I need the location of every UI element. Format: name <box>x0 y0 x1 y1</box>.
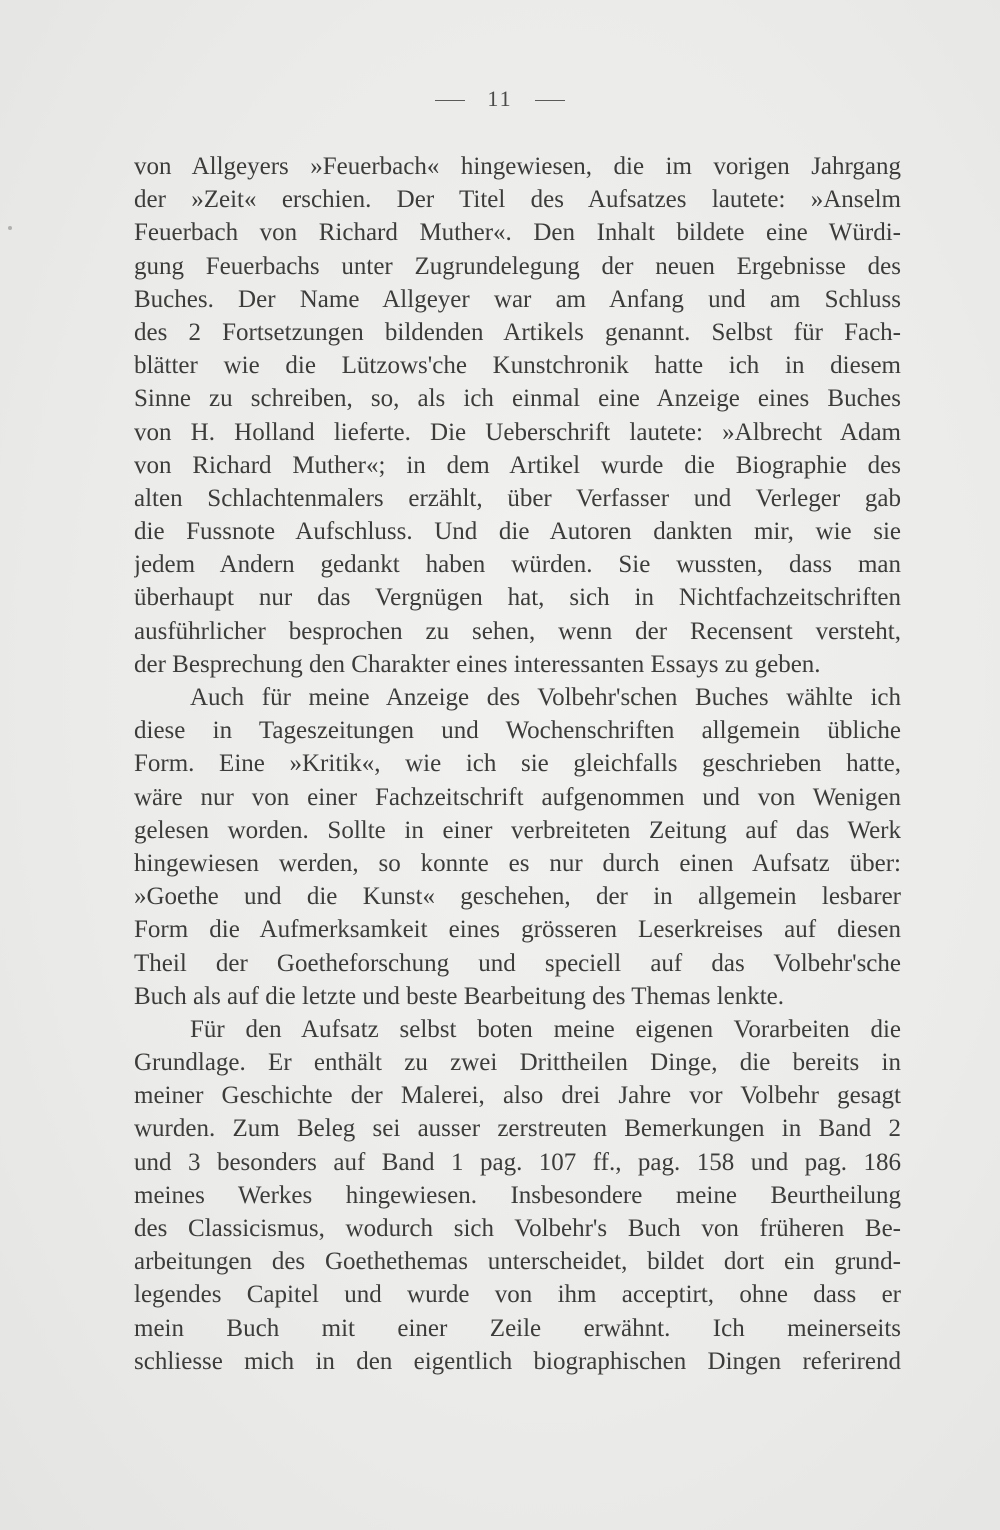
paragraph-start-line: Für den Aufsatz selbst boten meine eigenen Vorarbeiten die <box>190 1015 901 1043</box>
text-line: diese in Tageszeitungen und Wochenschriften allgemein übliche <box>134 717 901 745</box>
text-line: überhaupt nur das Vergnügen hat, sich in Nichtfachzeitschriften <box>134 584 901 612</box>
text-line: die Fussnote Aufschluss. Und die Autoren dankten mir, wie sie <box>134 518 901 546</box>
text-line: schliesse mich in den eigentlich biographischen Dingen referirend <box>134 1347 901 1375</box>
text-line: jedem Andern gedankt haben würden. Sie wussten, dass man <box>134 551 901 579</box>
text-line: meines Werkes hingewiesen. Insbesondere meine Beurtheilung <box>134 1181 901 1209</box>
text-line: der »Zeit« erschien. Der Titel des Aufsatzes lautete: »Anselm <box>134 186 901 214</box>
header-dash-right <box>535 100 565 101</box>
text-line: Form die Aufmerksamkeit eines grösseren Leserkreises auf diesen <box>134 916 901 944</box>
text-line: des Classicismus, wodurch sich Volbehr's Buch von früheren Be- <box>134 1215 901 1242</box>
text-line: von Richard Muther«; in dem Artikel wurde die Biographie des <box>134 451 901 479</box>
text-line: hingewiesen werden, so konnte es nur durch einen Aufsatz über: <box>134 849 901 877</box>
text-line: Theil der Goetheforschung und speciell auf das Volbehr'sche <box>134 949 901 977</box>
text-line: Buch als auf die letzte und beste Bearbeitung des Themas lenkte. <box>134 982 785 1010</box>
text-line: mein Buch mit einer Zeile erwähnt. Ich meinerseits <box>134 1314 901 1342</box>
text-line: blätter wie die Lützows'che Kunstchronik hatte ich in diesem <box>134 352 901 380</box>
text-line: alten Schlachtenmalers erzählt, über Verfasser und Verleger gab <box>134 484 901 512</box>
text-line: ausführlicher besprochen zu sehen, wenn der Recensent versteht, <box>134 617 901 645</box>
paragraph-start-line: Auch für meine Anzeige des Volbehr'schen Buches wählte ich <box>190 684 901 711</box>
text-line: gung Feuerbachs unter Zugrundelegung der neuen Ergebnisse des <box>134 252 901 280</box>
page-number: 11 <box>487 86 513 111</box>
text-line: und 3 besonders auf Band 1 pag. 107 ff., pag. 158 und pag. 186 <box>134 1148 901 1176</box>
text-line: legendes Capitel und wurde von ihm acceptirt, ohne dass er <box>134 1281 901 1309</box>
text-line: arbeitungen des Goethethemas unterscheidet, bildet dort ein grund- <box>134 1248 901 1276</box>
text-line: Feuerbach von Richard Muther«. Den Inhalt bildete eine Würdi- <box>134 219 901 247</box>
text-line: von Allgeyers »Feuerbach« hingewiesen, die im vorigen Jahrgang <box>134 153 901 180</box>
text-line: wurden. Zum Beleg sei ausser zerstreuten Bemerkungen in Band 2 <box>134 1115 901 1143</box>
text-line: Form. Eine »Kritik«, wie ich sie gleichfalls geschrieben hatte, <box>134 750 901 778</box>
text-line: von H. Holland lieferte. Die Ueberschrift lautete: »Albrecht Adam <box>134 418 901 446</box>
text-line: Grundlage. Er enthält zu zwei Drittheilen Dinge, die bereits in <box>134 1049 901 1077</box>
text-line: gelesen worden. Sollte in einer verbreiteten Zeitung auf das Werk <box>134 816 901 844</box>
text-line: wäre nur von einer Fachzeitschrift aufgenommen und von Wenigen <box>134 783 901 811</box>
text-line: meiner Geschichte der Malerei, also drei Jahre vor Volbehr gesagt <box>134 1082 901 1110</box>
paper-speck <box>8 226 12 230</box>
text-line: Sinne zu schreiben, so, als ich einmal eine Anzeige eines Buches <box>134 385 901 413</box>
text-line: der Besprechung den Charakter eines interessanten Essays zu geben. <box>134 650 821 678</box>
page-header <box>0 86 1000 112</box>
header-dash-left <box>435 100 465 101</box>
text-line: Buches. Der Name Allgeyer war am Anfang und am Schluss <box>134 285 901 313</box>
text-line: »Goethe und die Kunst« geschehen, der in allgemein lesbarer <box>134 883 901 911</box>
text-line: des 2 Fortsetzungen bildenden Artikels genannt. Selbst für Fach- <box>134 318 901 346</box>
body-text <box>134 150 901 1378</box>
